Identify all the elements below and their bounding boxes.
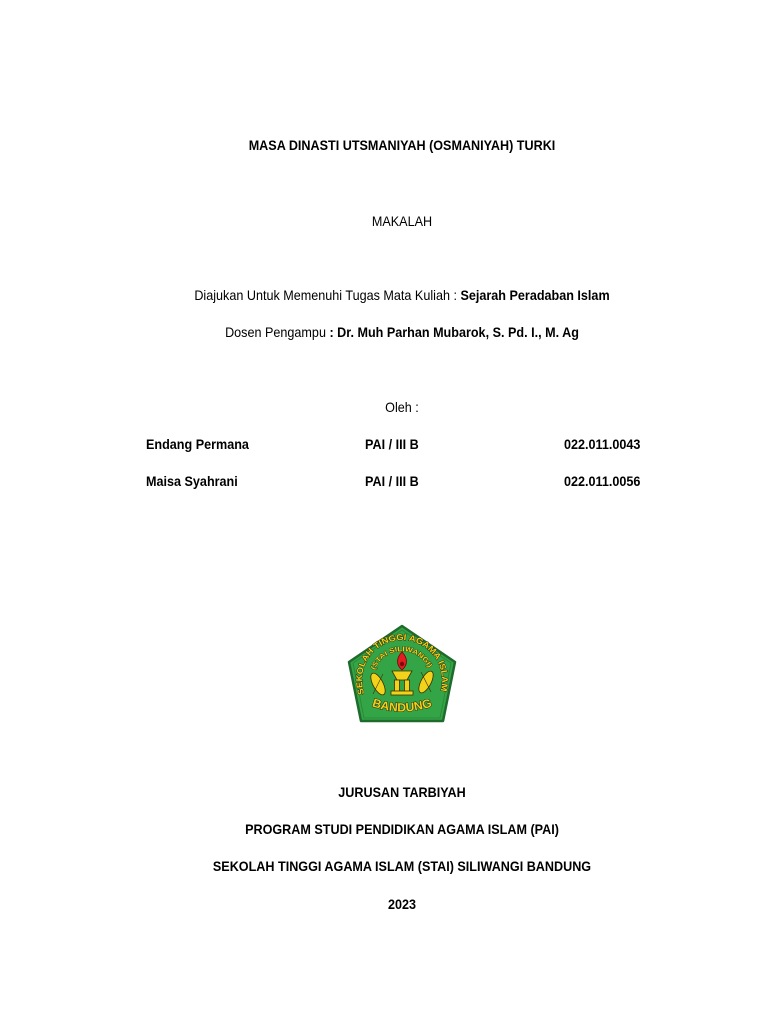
course-line <box>172 286 633 304</box>
document-title: MASA DINASTI UTSMANIYAH (OSMANIYAH) TURKI <box>248 137 556 153</box>
college-logo <box>347 624 457 724</box>
author-name: Maisa Syahrani <box>146 473 238 489</box>
author-name: Endang Permana <box>146 436 249 452</box>
logo-bottom-text: BANDUNG <box>370 695 434 715</box>
author-label: Oleh : <box>385 399 419 415</box>
author-class: PAI / III B <box>365 473 419 489</box>
author-row <box>0 472 768 490</box>
lecturer-name: : Dr. Muh Parhan Mubarok, S. Pd. I., M. Ag <box>329 324 579 340</box>
logo-arc-text: SEKOLAH TINGGI AGAMA ISLAM <box>353 631 451 696</box>
logo-inner-text: (STAI SILIWANGI) <box>370 646 433 671</box>
course-name: Sejarah Peradaban Islam <box>460 287 610 303</box>
author-row <box>0 435 768 453</box>
lecturer-label: Dosen Pengampu <box>225 324 326 340</box>
department: JURUSAN TARBIYAH <box>338 784 466 800</box>
year: 2023 <box>387 896 417 912</box>
study-program: PROGRAM STUDI PENDIDIKAN AGAMA ISLAM (PAI) <box>245 821 559 837</box>
author-nim: 022.011.0056 <box>564 473 641 489</box>
course-prefix: Diajukan Untuk Memenuhi Tugas Mata Kuliah : <box>194 287 457 303</box>
document-type: MAKALAH <box>371 213 433 229</box>
author-class: PAI / III B <box>365 436 419 452</box>
lecturer-line <box>172 323 633 341</box>
author-nim: 022.011.0043 <box>564 436 641 452</box>
logo-flame-core <box>400 662 404 666</box>
institution-name: SEKOLAH TINGGI AGAMA ISLAM (STAI) SILIWANGI BANDUNG <box>212 858 592 874</box>
